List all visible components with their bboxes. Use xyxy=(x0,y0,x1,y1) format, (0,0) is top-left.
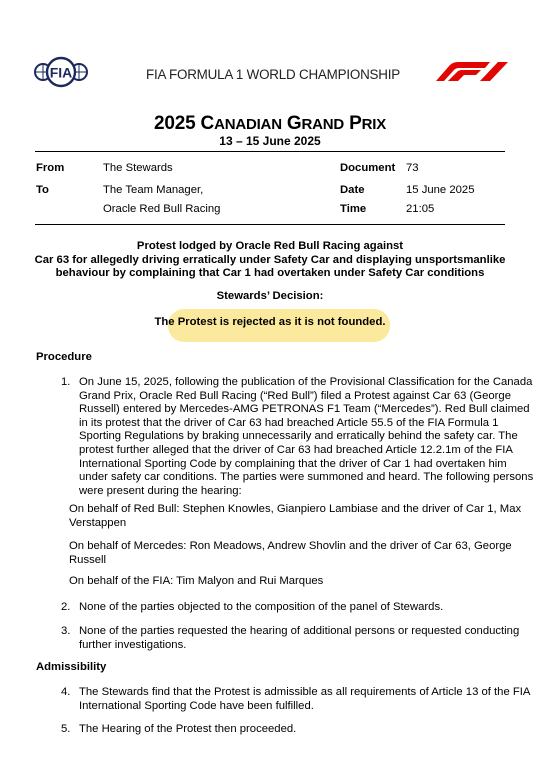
fia-logo xyxy=(34,54,88,90)
org-title: FIA FORMULA 1 WORLD CHAMPIONSHIP xyxy=(146,67,401,82)
redbull-line: Verstappen xyxy=(69,516,127,529)
from-label: From xyxy=(36,162,65,174)
item1-line: On June 15, 2025, following the publication of the Provisional Classification for the Canada xyxy=(79,376,533,388)
event-dates: 13 – 15 June 2025 xyxy=(219,134,321,148)
time-label: Time xyxy=(340,203,367,215)
item1-line: in its protest that the driver of Car 63 had breached Article 55.5 of the FIA Formula 1 xyxy=(79,416,499,429)
mercedes-line: Russell xyxy=(69,553,107,566)
protest-subject xyxy=(30,240,510,281)
item-number: 5. xyxy=(61,723,71,735)
decision-text: The Protest is rejected as it is not founded. xyxy=(154,316,386,328)
item2-line: None of the parties objected to the composition of the panel of Stewards. xyxy=(79,601,444,613)
divider-bottom xyxy=(35,224,505,225)
item1-line: Russell) entered by Mercedes-AMG PETRONAS F1 Team (“Mercedes”). Red Bull claimed xyxy=(79,403,530,416)
item-number: 4. xyxy=(61,686,71,698)
item5-line: The Hearing of the Protest then proceeded. xyxy=(79,723,297,735)
decision-label: Stewards’ Decision: xyxy=(216,290,324,302)
document-value: 73 xyxy=(406,162,419,174)
event-title: 2025 CANADIAN GRAND PRIX xyxy=(153,113,387,134)
to-value-line2: Oracle Red Bull Racing xyxy=(103,203,221,215)
mercedes-line: On behalf of Mercedes: Ron Meadows, Andrew Shovlin and the driver of Car 63, George xyxy=(69,540,512,552)
item1-line: Grand Prix, Oracle Red Bull Racing (“Red Bull”) filed a Protest against Car 63 (George xyxy=(79,389,511,402)
item4-line: The Stewards find that the Protest is admissible as all requirements of Article 13 of the FIA xyxy=(79,686,531,698)
item3-line: further investigations. xyxy=(79,638,187,651)
document-label: Document xyxy=(340,162,396,174)
subject-line: Protest lodged by Oracle Red Bull Racing against xyxy=(136,240,404,252)
f1-logo xyxy=(434,60,510,82)
item4-text xyxy=(79,686,531,713)
fia-logo-text: FIA xyxy=(49,64,73,81)
item-number: 3. xyxy=(61,625,71,637)
to-value-line1: The Team Manager, xyxy=(103,184,204,196)
redbull-attendees xyxy=(69,503,522,530)
item3-text xyxy=(79,625,519,652)
fia-attendees xyxy=(69,575,509,589)
item-number: 2. xyxy=(61,601,71,613)
item3-line: None of the parties requested the hearing of additional persons or requested conducting xyxy=(79,625,520,637)
item1-line: Sporting Regulations by braking unnecessarily and erratically behind the safety car. The xyxy=(79,430,518,443)
admissibility-heading: Admissibility xyxy=(36,661,107,673)
subject-line: Car 63 for allegedly driving erratically under Safety Car and displaying unsportsmanlike xyxy=(34,253,506,266)
item2-text xyxy=(79,601,519,615)
item1-text xyxy=(79,376,534,498)
document-header xyxy=(0,0,540,100)
item1-line: protest further alleged that the driver of Car 63 had breached Article 12.2.1m of the FIA xyxy=(79,443,513,456)
mercedes-attendees xyxy=(69,540,512,567)
item5-text xyxy=(79,723,519,737)
item-number: 1. xyxy=(61,376,71,388)
item4-line: International Sporting Code have been fulfilled. xyxy=(79,699,314,712)
from-value: The Stewards xyxy=(103,162,173,174)
divider-top xyxy=(35,151,505,152)
to-label: To xyxy=(36,184,49,196)
redbull-line: On behalf of Red Bull: Stephen Knowles, Gianpiero Lambiase and the driver of Car 1, Max xyxy=(69,503,522,515)
item1-line: International Sporting Code by complaining that the driver of Car 1 had overtaken him xyxy=(79,457,507,470)
fia-line: On behalf of the FIA: Tim Malyon and Rui Marques xyxy=(69,575,324,587)
date-label: Date xyxy=(340,184,365,196)
subject-line: behaviour by complaining that Car 1 had overtaken under Safety Car conditions xyxy=(55,267,485,279)
time-value: 21:05 xyxy=(406,203,435,215)
item1-line: under safety car conditions. The parties were summoned and heard. The following persons xyxy=(79,471,534,484)
procedure-heading: Procedure xyxy=(36,351,92,363)
item1-line: were present during the hearing: xyxy=(79,484,242,497)
date-value: 15 June 2025 xyxy=(406,184,475,196)
